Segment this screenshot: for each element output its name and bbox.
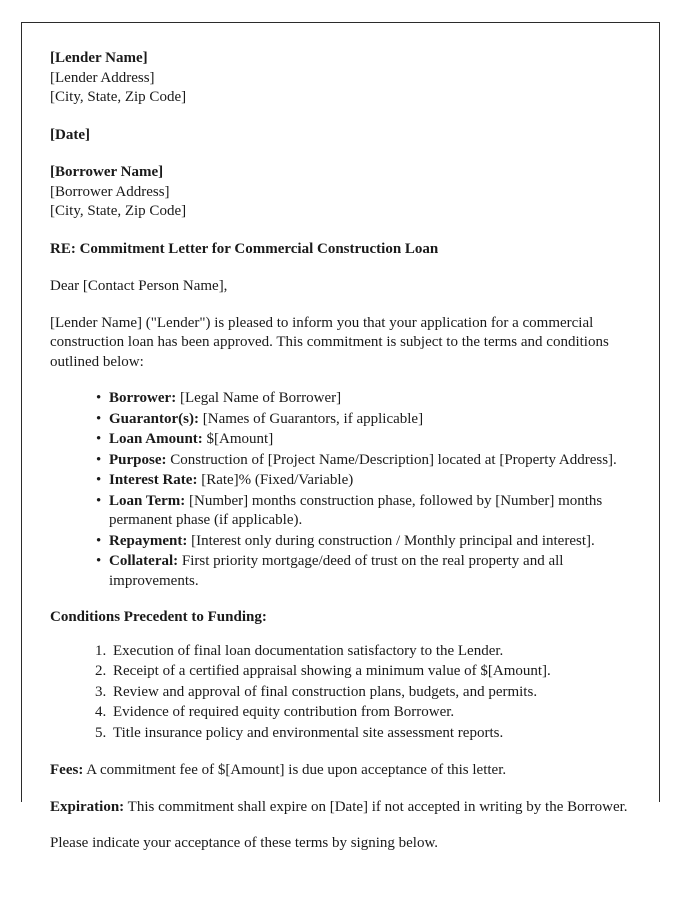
letter-body bbox=[22, 23, 659, 854]
expiration-text: This commitment shall expire on [Date] if not accepted in writing by the Borrower. bbox=[124, 798, 628, 815]
borrower-city-state-zip: [City, State, Zip Code] bbox=[50, 203, 187, 219]
term-label: Repayment: bbox=[109, 532, 188, 549]
list-item bbox=[96, 552, 631, 591]
lender-name: [Lender Name] bbox=[50, 50, 148, 66]
borrower-address-block bbox=[50, 163, 631, 222]
term-value: [Rate]% (Fixed/Variable) bbox=[197, 472, 354, 488]
lender-city-state-zip: [City, State, Zip Code] bbox=[50, 89, 187, 105]
list-item: 4. Evidence of required equity contribution from Borrower. bbox=[110, 703, 631, 723]
fees-label: Fees: bbox=[50, 762, 84, 778]
term-label: Borrower: bbox=[109, 390, 177, 406]
term-label: Loan Amount: bbox=[109, 431, 203, 447]
term-value: Construction of [Project Name/Description] located at [Property Address]. bbox=[166, 451, 617, 468]
term-value: First priority mortgage/deed of trust on the real property and all improvements. bbox=[109, 553, 564, 589]
list-item: 3. Review and approval of final construction plans, budgets, and permits. bbox=[110, 683, 631, 703]
letter-date: [Date] bbox=[50, 126, 90, 143]
term-label: Guarantor(s): bbox=[109, 410, 199, 427]
expiration-label: Expiration: bbox=[50, 798, 125, 815]
borrower-name: [Borrower Name] bbox=[50, 164, 164, 180]
list-item bbox=[96, 451, 631, 471]
term-label: Interest Rate: bbox=[109, 472, 198, 488]
conditions-list bbox=[50, 642, 631, 744]
list-item: 1. Execution of final loan documentation satisfactory to the Lender. bbox=[110, 642, 631, 662]
term-label: Loan Term: bbox=[109, 492, 186, 509]
expiration-paragraph bbox=[50, 798, 631, 818]
intro-paragraph: [Lender Name] ("Lender") is pleased to inform you that your application for a commercial construction loan has been approved. This commitment is subject to the terms and conditions outlined below: bbox=[50, 314, 609, 370]
salutation: Dear [Contact Person Name], bbox=[50, 278, 228, 294]
term-value: [Legal Name of Borrower] bbox=[176, 390, 342, 406]
conditions-heading: Conditions Precedent to Funding: bbox=[50, 609, 267, 625]
lender-address-block bbox=[50, 49, 631, 108]
list-item bbox=[96, 532, 631, 552]
term-label: Purpose: bbox=[109, 451, 167, 468]
closing-paragraph: Please indicate your acceptance of these terms by signing below. bbox=[50, 835, 439, 851]
list-item bbox=[96, 471, 631, 491]
term-value: [Number] months construction phase, followed by [Number] months permanent phase (if applicable). bbox=[109, 492, 603, 528]
list-item: 2. Receipt of a certified appraisal showing a minimum value of $[Amount]. bbox=[110, 662, 631, 682]
list-item bbox=[96, 389, 631, 409]
subject-line: RE: Commitment Letter for Commercial Construction Loan bbox=[50, 240, 439, 257]
term-value: [Interest only during construction / Monthly principal and interest]. bbox=[187, 532, 595, 549]
term-label: Collateral: bbox=[109, 553, 179, 569]
list-item: 5. Title insurance policy and environmental site assessment reports. bbox=[110, 724, 631, 744]
document-page bbox=[21, 22, 660, 851]
list-item bbox=[96, 410, 631, 430]
fees-paragraph bbox=[50, 761, 631, 781]
list-item bbox=[96, 430, 631, 450]
loan-terms-list bbox=[50, 389, 631, 591]
list-item bbox=[96, 492, 631, 531]
term-value: [Names of Guarantors, if applicable] bbox=[199, 410, 424, 427]
lender-address: [Lender Address] bbox=[50, 69, 155, 86]
fees-text: A commitment fee of $[Amount] is due upon acceptance of this letter. bbox=[83, 762, 507, 778]
term-value: $[Amount] bbox=[202, 431, 274, 447]
borrower-address: [Borrower Address] bbox=[50, 183, 170, 200]
